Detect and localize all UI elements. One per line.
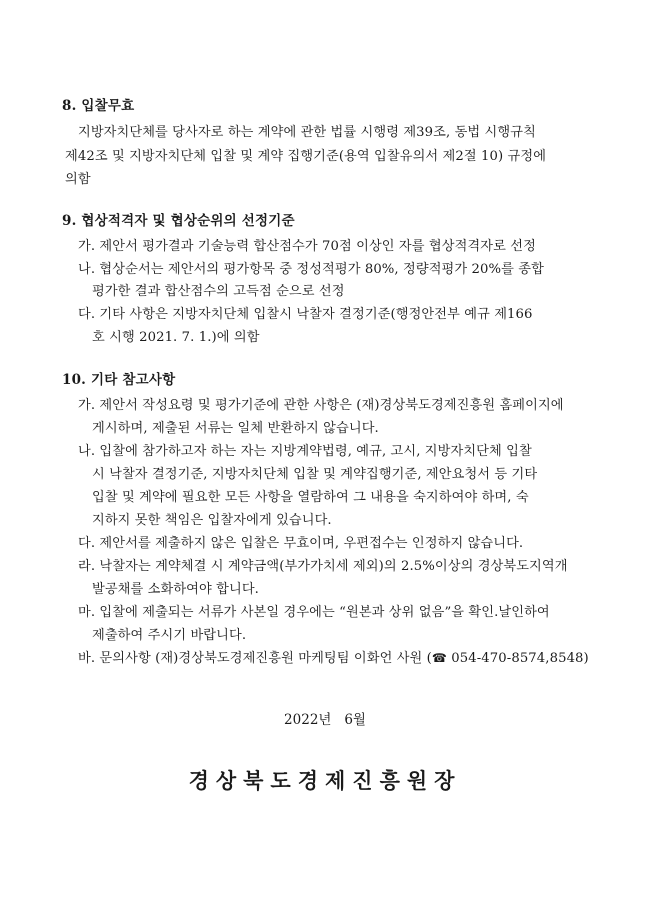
section-9-item-continued: 평가한 결과 합산점수의 고득점 순으로 선정	[92, 284, 345, 299]
section-8-heading: 8. 입찰무효	[62, 98, 135, 114]
section-10-heading: 10. 기타 참고사항	[62, 372, 176, 388]
section-9-item: 나. 협상순서는 제안서의 평가항목 중 정성적평가 80%, 정량적평가 20%를 종합	[78, 262, 544, 277]
section-10-item-continued: 입찰 및 계약에 필요한 모든 사항을 열람하여 그 내용을 숙지하여야 하며, 숙	[92, 490, 529, 505]
section-9-heading: 9. 협상적격자 및 협상순위의 선정기준	[62, 213, 295, 229]
issuer-signature: 경상북도경제진흥원장	[188, 768, 462, 793]
section-8-line: 제42조 및 지방자치단체 입찰 및 계약 집행기준(용역 입찰유의서 제2절 10) 규정에	[65, 149, 547, 164]
section-10-item: 가. 제안서 작성요령 및 평가기준에 관한 사항은 (재)경상북도경제진흥원 홈페이지에	[78, 398, 564, 413]
section-10-item: 나. 입찰에 참가하고자 하는 자는 지방계약법령, 예규, 고시, 지방자치단체 입찰	[78, 444, 532, 459]
section-10-item-continued: 제출하여 주시기 바랍니다.	[92, 628, 247, 643]
section-9-item-continued: 호 시행 2021. 7. 1.)에 의함	[92, 330, 260, 345]
section-10-item-continued: 발공채를 소화하여야 합니다.	[92, 582, 259, 597]
section-9-item: 가. 제안서 평가결과 기술능력 합산점수가 70점 이상인 자를 협상적격자로 선정	[78, 239, 536, 254]
section-10-item-continued: 시 낙찰자 결정기준, 지방자치단체 입찰 및 계약집행기준, 제안요청서 등 기타	[92, 467, 538, 482]
section-10-item-continued: 지하지 못한 책임은 입찰자에게 있습니다.	[92, 513, 332, 528]
section-8-line: 지방자치단체를 당사자로 하는 계약에 관한 법률 시행령 제39조, 동법 시행규칙	[78, 125, 536, 140]
section-10-item: 라. 낙찰자는 계약체결 시 계약금액(부가가치세 제외)의 2.5%이상의 경상북도지역개	[78, 559, 568, 574]
section-8-line: 의함	[65, 172, 91, 187]
section-10-item: 다. 제안서를 제출하지 않은 입찰은 무효이며, 우편접수는 인정하지 않습니다.	[78, 536, 524, 551]
section-10-item-continued: 게시하며, 제출된 서류는 일체 반환하지 않습니다.	[92, 421, 379, 436]
phone-icon: ☎	[431, 651, 447, 665]
contact-prefix: 바. 문의사항 (재)경상북도경제진흥원 마케팅팀 이화언 사원 (	[78, 651, 432, 666]
document-date: 2022년 6월	[284, 712, 366, 728]
contact-phone-number: 054-470-8574,8548)	[446, 651, 589, 666]
section-10-contact-line	[78, 647, 589, 666]
section-10-item: 마. 입찰에 제출되는 서류가 사본일 경우에는 “원본과 상위 없음”을 확인.날인하여	[78, 605, 550, 620]
section-9-item: 다. 기타 사항은 지방자치단체 입찰시 낙찰자 결정기준(행정안전부 예규 제166	[78, 307, 533, 322]
